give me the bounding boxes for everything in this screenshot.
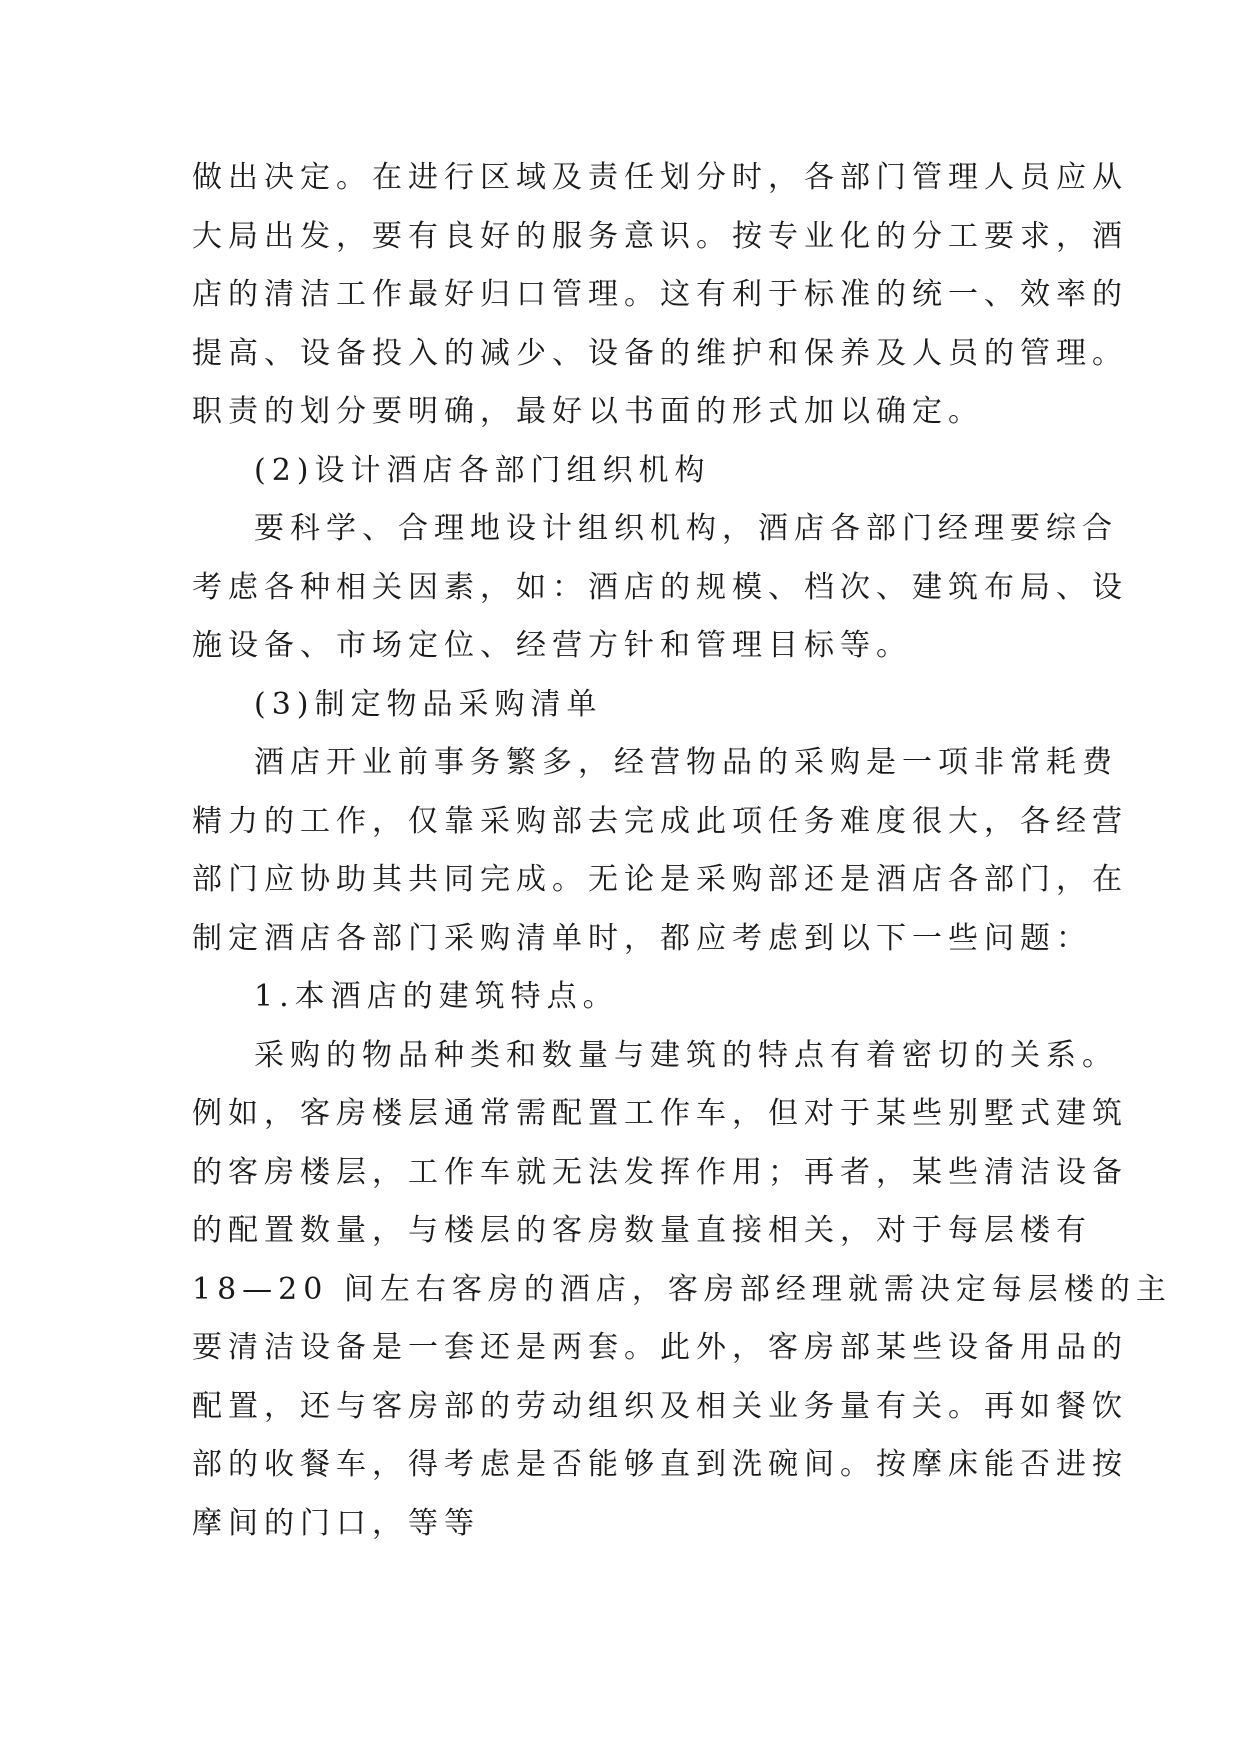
text-line: 店的清洁工作最好归口管理。这有利于标准的统一、效率的 xyxy=(192,277,1128,312)
text-line: 提高、设备投入的减少、设备的维护和保养及人员的管理。 xyxy=(192,336,1128,371)
text-line: 做出决定。在进行区域及责任划分时，各部门管理人员应从 xyxy=(192,160,1128,195)
text-line: 制定酒店各部门采购清单时，都应考虑到以下一些问题： xyxy=(192,921,1092,956)
text-line: 酒店开业前事务繁多，经营物品的采购是一项非常耗费 xyxy=(254,745,1118,780)
text-line: 大局出发，要有良好的服务意识。按专业化的分工要求，酒 xyxy=(192,219,1128,254)
text-line: 考虑各种相关因素，如：酒店的规模、档次、建筑布局、设 xyxy=(192,570,1128,605)
text-line: 要清洁设备是一套还是两套。此外，客房部某些设备用品的 xyxy=(192,1330,1128,1365)
text-line: 职责的划分要明确，最好以书面的形式加以确定。 xyxy=(192,394,984,429)
text-line: 18—20 间左右客房的酒店，客房部经理就需决定每层楼的主 xyxy=(192,1272,1172,1307)
text-line: 例如，客房楼层通常需配置工作车，但对于某些别墅式建筑 xyxy=(192,1096,1128,1131)
text-line: 配置，还与客房部的劳动组织及相关业务量有关。再如餐饮 xyxy=(192,1389,1128,1424)
text-line: 精力的工作，仅靠采购部去完成此项任务难度很大，各经营 xyxy=(192,804,1128,839)
list-item-heading: 1.本酒店的建筑特点。 xyxy=(254,979,619,1014)
text-line: 部的收餐车，得考虑是否能够直到洗碗间。按摩床能否进按 xyxy=(192,1447,1128,1482)
text-line: 采购的物品种类和数量与建筑的特点有着密切的关系。 xyxy=(254,1038,1118,1073)
section-heading: (3)制定物品采购清单 xyxy=(254,687,603,722)
text-line: 摩间的门口，等等 xyxy=(192,1506,480,1541)
text-line: 部门应协助其共同完成。无论是采购部还是酒店各部门，在 xyxy=(192,862,1128,897)
text-line: 的客房楼层，工作车就无法发挥作用；再者，某些清洁设备 xyxy=(192,1155,1128,1190)
text-line: 施设备、市场定位、经营方针和管理目标等。 xyxy=(192,628,912,663)
text-line: 要科学、合理地设计组织机构，酒店各部门经理要综合 xyxy=(254,511,1118,546)
text-line: 的配置数量，与楼层的客房数量直接相关，对于每层楼有 xyxy=(192,1213,1092,1248)
section-heading: (2)设计酒店各部门组织机构 xyxy=(254,453,711,488)
